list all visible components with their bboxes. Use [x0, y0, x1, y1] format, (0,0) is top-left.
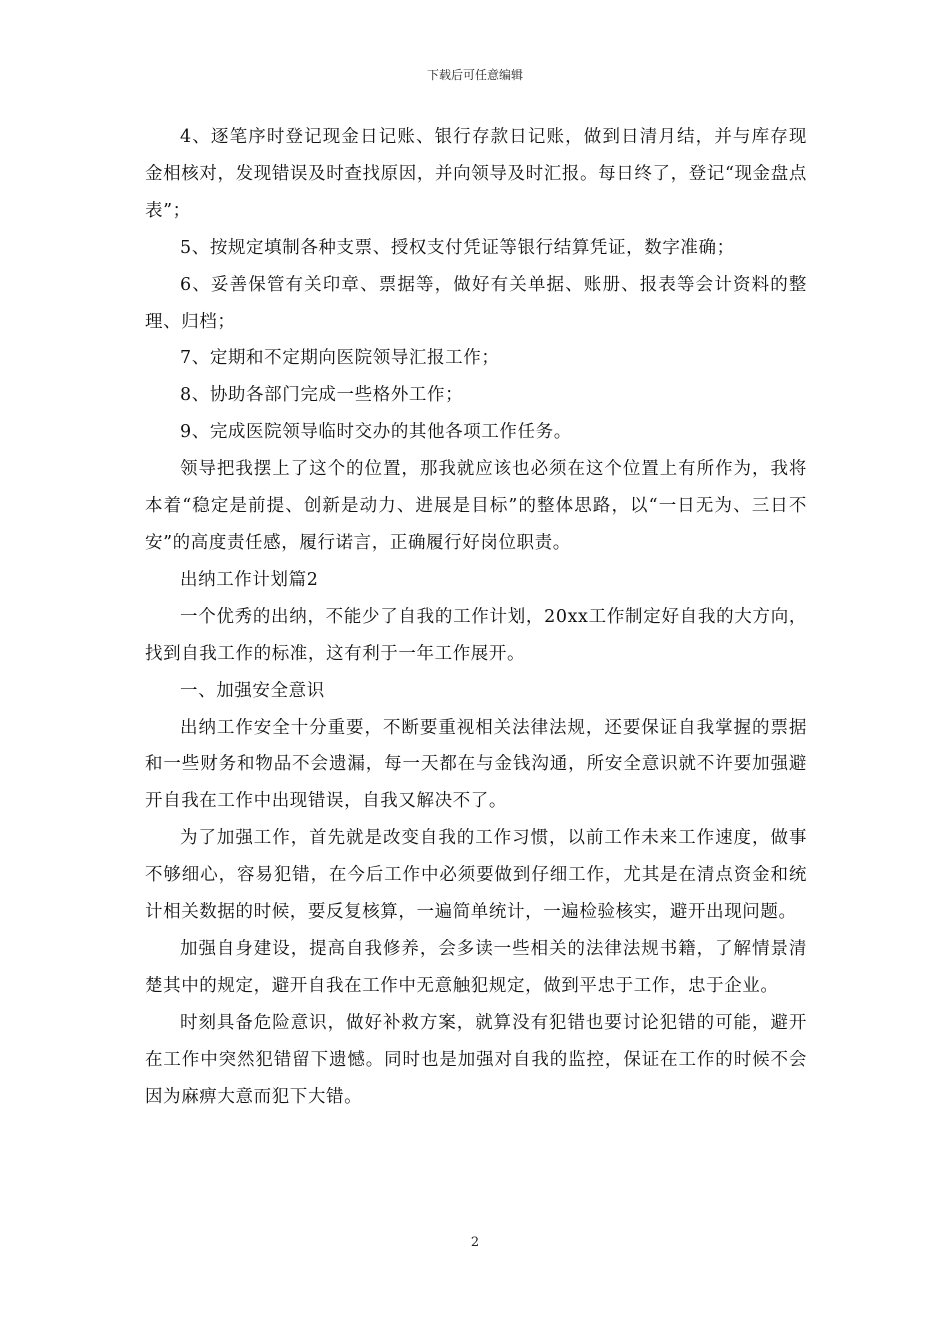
paragraph-commitment: 领导把我摆上了这个的位置，那我就应该也必须在这个位置上有所作为，我将本着“稳定是前提、创新是动力、进展是目标”的整体思路，以“一日无为、三日不安”的高度责任感，履行诺言，正确履行好岗位职责。: [145, 459, 807, 553]
paragraph-item-9: 9、完成医院领导临时交办的其他各项工作任务。: [180, 422, 572, 443]
page-header-note: 下载后可任意编辑: [426, 68, 523, 82]
paragraph-risk-awareness: 时刻具备危险意识，做好补救方案，就算没有犯错也要讨论犯错的可能，避开在工作中突然犯错留下遗憾。同时也是加强对自我的监控，保证在工作的时候不会因为麻痹大意而犯下大错。: [145, 1012, 807, 1107]
paragraph-work-habits: 为了加强工作，首先就是改变自我的工作习惯，以前工作未来工作速度，做事不够细心，容易犯错，在今后工作中必须要做到仔细工作，尤其是在清点资金和统计相关数据的时候，要反复核算，一遍简单统计，一遍检验核实，避开出现问题。: [145, 828, 807, 923]
document-body: [145, 119, 807, 1115]
section-title: 出纳工作计划篇2: [180, 569, 319, 590]
page-number: 2: [470, 1235, 480, 1250]
paragraph-item-7: 7、定期和不定期向医院领导汇报工作；: [180, 348, 500, 369]
paragraph-item-6: 6、妥善保管有关印章、票据等，做好有关单据、账册、报表等会计资料的整理、归档；: [145, 274, 807, 332]
paragraph-self-building: 加强自身建设，提高自我修养，会多读一些相关的法律法规书籍，了解情景清楚其中的规定，避开自我在工作中无意触犯规定，做到平忠于工作，忠于企业。: [145, 938, 807, 996]
paragraph-safety: 出纳工作安全十分重要，不断要重视相关法律法规，还要保证自我掌握的票据和一些财务和物品不会遗漏，每一天都在与金钱沟通，所安全意识就不许要加强避开自我在工作中出现错误，自我又解决不了。: [145, 717, 807, 812]
paragraph-item-8: 8、协助各部门完成一些格外工作；: [180, 385, 464, 406]
subsection-heading: 一、加强安全意识: [180, 680, 325, 701]
paragraph-item-5: 5、按规定填制各种支票、授权支付凭证等银行结算凭证，数字准确；: [180, 237, 735, 258]
paragraph-intro: 一个优秀的出纳，不能少了自我的工作计划，20xx工作制定好自我的大方向，找到自我工作的标准，这有利于一年工作展开。: [145, 606, 807, 664]
paragraph-item-4: 4、逐笔序时登记现金日记账、银行存款日记账，做到日清月结，并与库存现金相核对，发现错误及时查找原因，并向领导及时汇报。每日终了，登记“现金盘点表”；: [145, 127, 807, 221]
